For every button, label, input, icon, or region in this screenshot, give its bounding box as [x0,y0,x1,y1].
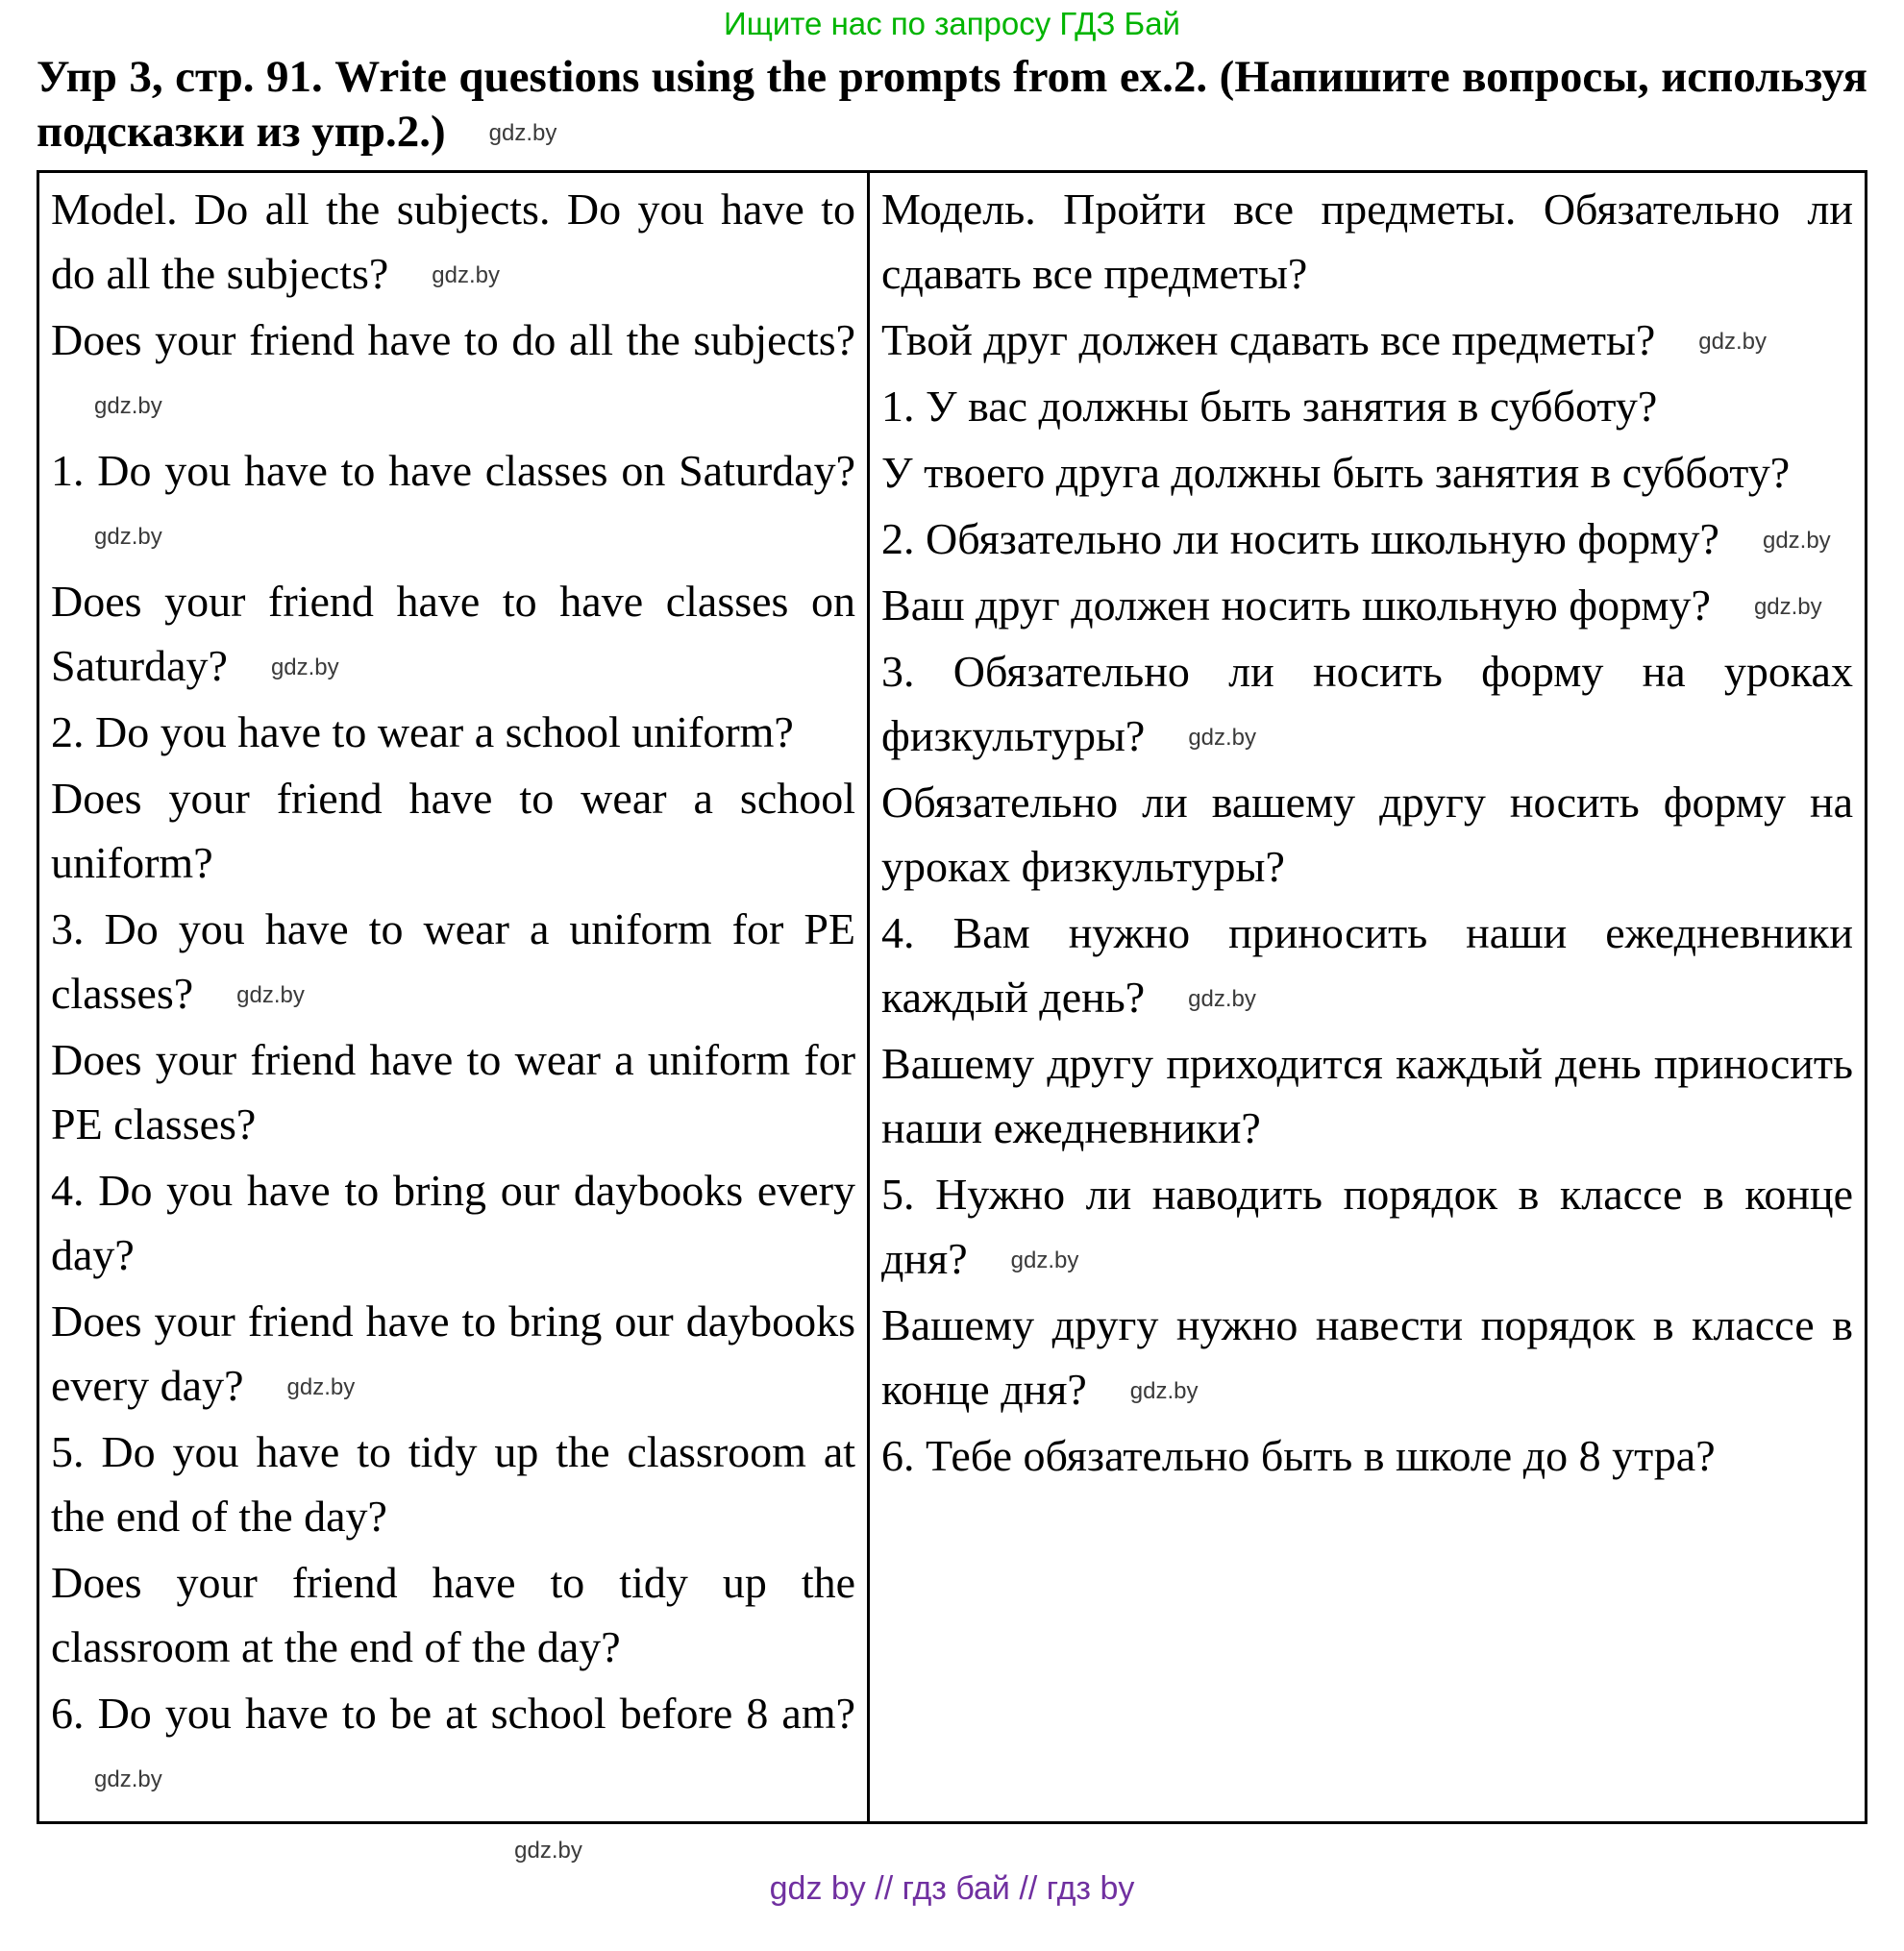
russian-column [870,173,1865,1821]
watermark [1790,461,1833,487]
answer-paragraph [51,766,855,897]
watermark: gdz.by [432,261,501,288]
answer-paragraph [881,901,1853,1031]
answer-text: Does your friend have to tidy up the classroom at the end of the day? [51,1557,856,1671]
watermark [1657,395,1700,421]
watermark [1307,262,1350,288]
answer-text: 3. Обязательно ли носить форму на уроках физкультуры? [881,646,1853,760]
watermark: gdz.by [1010,1247,1079,1273]
watermark [256,1113,299,1139]
answer-text: Does your friend have to wear a school uniform? [51,773,856,887]
answer-text: 6. Тебе обязательно быть в школе до 8 утра? [881,1430,1716,1480]
footer-watermark: gdz.by [514,1837,582,1864]
answer-text: Ваш друг должен носить школьную форму? [881,580,1711,630]
footer-links: gdz by // гдз бай // гдз by [769,1869,1135,1907]
answer-paragraph [881,177,1853,308]
answer-text: Вашему другу нужно навести порядок в классе в конце дня? [881,1299,1853,1414]
watermark: gdz.by [1762,527,1831,554]
answer-paragraph [881,1293,1853,1423]
answer-text: У твоего друга должны быть занятия в субботу? [881,447,1791,497]
answer-paragraph [881,770,1853,901]
answer-text: Does your friend have to wear a uniform for PE classes? [51,1034,856,1148]
answer-text: 2. Do you have to wear a school uniform? [51,706,794,756]
watermark [1285,855,1328,881]
answer-paragraph [881,639,1853,770]
watermark [213,852,257,877]
watermark: gdz.by [286,1373,356,1400]
answer-text: 1. Do you have to have classes on Saturday? [51,445,856,495]
answer-text: Твой друг должен сдавать все предметы? [881,314,1656,364]
answer-paragraph [881,506,1853,573]
watermark [1261,1117,1304,1143]
answer-paragraph [881,440,1853,506]
answer-paragraph [51,897,855,1027]
answer-paragraph [51,1158,855,1289]
watermark: gdz.by [270,654,339,680]
answer-paragraph [51,1027,855,1158]
answer-paragraph [51,1681,855,1812]
answer-paragraph [51,177,855,308]
answer-paragraph [51,569,855,700]
answer-text: Model. Do all the subjects. Do you have to do all the subjects? [51,184,856,298]
answer-text: 3. Do you have to wear a uniform for PE classes? [51,903,856,1018]
watermark: gdz.by [1698,328,1767,355]
answer-paragraph [881,1162,1853,1293]
answer-text: 1. У вас должны быть занятия в субботу? [881,381,1658,431]
answer-text: 5. Do you have to tidy up the classroom at the end of the day? [51,1426,856,1541]
exercise-heading [37,50,1867,161]
watermark: gdz.by [94,392,162,419]
answer-paragraph [51,308,855,438]
watermark: gdz.by [1129,1377,1199,1404]
answer-text: 4. Вам нужно приносить наши ежедневники каждый день? [881,907,1853,1022]
watermark: gdz.by [488,120,557,147]
answer-text: Does your friend have to do all the subjects? [51,314,856,364]
watermark: gdz.by [94,1766,162,1792]
answer-paragraph [51,1550,855,1681]
answer-text: 4. Do you have to bring our daybooks every day? [51,1165,856,1279]
answer-paragraph [881,573,1853,639]
watermark [1716,1445,1759,1470]
answer-text: 2. Обязательно ли носить школьную форму? [881,513,1719,563]
answer-paragraph [881,308,1853,374]
answer-paragraph [51,438,855,569]
watermark: gdz.by [1753,593,1822,620]
watermark [621,1636,664,1662]
answer-text: 5. Нужно ли наводить порядок в классе в конце дня? [881,1169,1853,1283]
watermark: gdz.by [1188,985,1256,1012]
answer-text: Вашему другу приходится каждый день приносить наши ежедневники? [881,1038,1853,1152]
answer-text: Обязательно ли вашему другу носить форму на уроках физкультуры? [881,777,1853,891]
answer-paragraph [51,1289,855,1420]
answer-paragraph [881,374,1853,440]
english-column [39,173,870,1821]
promo-banner: Ищите нас по запросу ГДЗ Бай [724,6,1180,41]
answer-paragraph [881,1031,1853,1162]
answer-paragraph [881,1423,1853,1490]
answer-text: 6. Do you have to be at school before 8 am? [51,1688,856,1738]
watermark [387,1505,431,1531]
watermark [135,1244,178,1270]
watermark: gdz.by [1188,724,1257,751]
watermark: gdz.by [94,523,162,550]
exercise-heading-text: Упр 3, стр. 91. Write questions using the prompts from ex.2. (Напишите вопросы, используя подсказки из упр.2.) [37,52,1867,158]
answer-paragraph [51,700,855,766]
answer-text: Does your friend have to have classes on Saturday? [51,576,856,690]
answer-paragraph [51,1420,855,1550]
watermark [794,721,837,747]
answer-text: Модель. Пройти все предметы. Обязательно ли сдавать все предметы? [881,184,1853,298]
answer-text: Does your friend have to bring our daybooks every day? [51,1296,856,1410]
watermark: gdz.by [236,981,305,1008]
answers-table [37,170,1867,1824]
